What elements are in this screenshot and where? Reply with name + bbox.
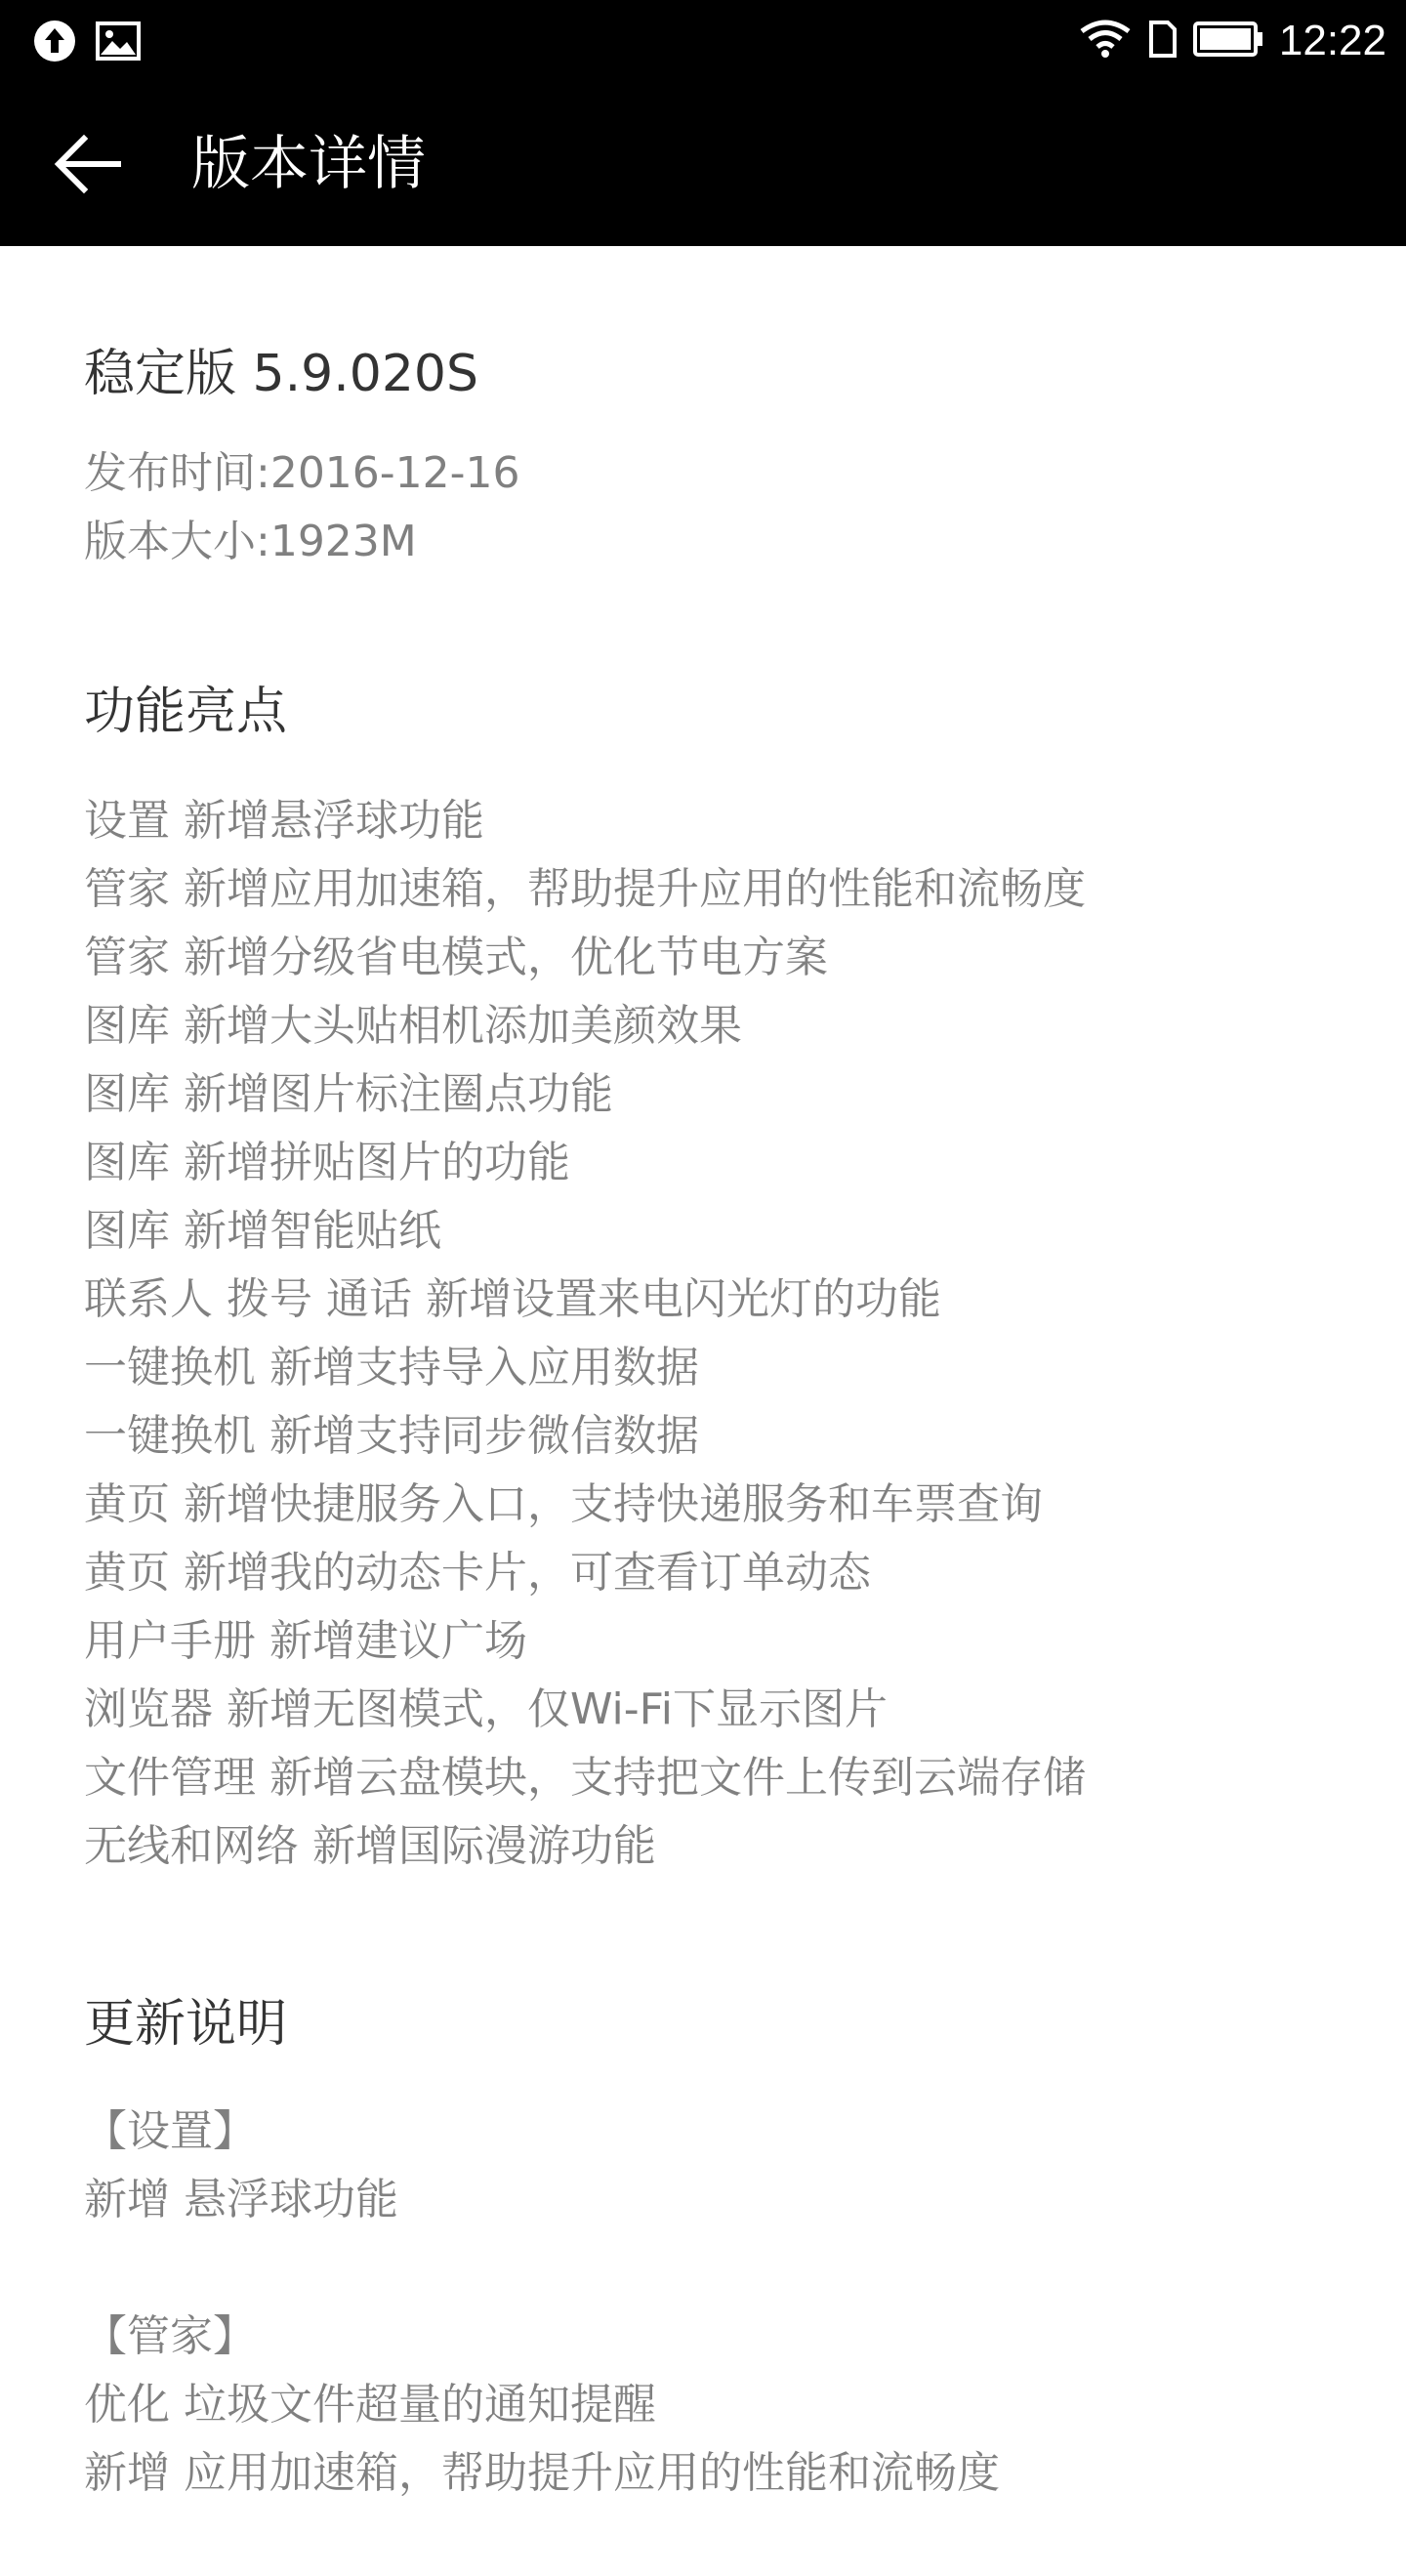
version-title: 稳定版 5.9.020S bbox=[84, 345, 479, 403]
feature-item: 图库 新增拼贴图片的功能 bbox=[84, 1138, 570, 1187]
wifi-icon bbox=[1078, 20, 1133, 62]
image-icon bbox=[96, 21, 141, 64]
upload-icon bbox=[33, 20, 76, 66]
feature-item: 黄页 新增我的动态卡片，可查看订单动态 bbox=[84, 1548, 871, 1598]
app-bar bbox=[0, 82, 1406, 246]
feature-item: 一键换机 新增支持同步微信数据 bbox=[84, 1411, 699, 1461]
feature-item: 联系人 拨号 通话 新增设置来电闪光灯的功能 bbox=[84, 1274, 941, 1324]
note-group-manager bbox=[84, 2303, 1353, 2508]
feature-item: 浏览器 新增无图模式，仅Wi-Fi下显示图片 bbox=[84, 1684, 888, 1734]
note-heading: 【设置】 bbox=[84, 2106, 256, 2156]
battery-icon bbox=[1193, 21, 1263, 61]
page-title: 版本详情 bbox=[191, 130, 426, 198]
version-detail-content[interactable] bbox=[84, 246, 1353, 2576]
notes-title: 更新说明 bbox=[84, 1995, 288, 2054]
back-button[interactable] bbox=[39, 125, 137, 203]
note-line: 新增 应用加速箱，帮助提升应用的性能和流畅度 bbox=[84, 2448, 1000, 2498]
feature-item: 管家 新增应用加速箱，帮助提升应用的性能和流畅度 bbox=[84, 864, 1086, 914]
feature-item: 用户手册 新增建议广场 bbox=[84, 1616, 527, 1666]
feature-item: 文件管理 新增云盘模块，支持把文件上传到云端存储 bbox=[84, 1753, 1086, 1803]
back-arrow-icon bbox=[51, 133, 125, 195]
status-system bbox=[1078, 14, 1386, 68]
status-bar bbox=[0, 0, 1406, 82]
note-line: 新增 悬浮球功能 bbox=[84, 2175, 398, 2224]
update-notes bbox=[84, 2098, 1353, 2508]
feature-item: 图库 新增图片标注圈点功能 bbox=[84, 1069, 613, 1119]
note-heading: 【管家】 bbox=[84, 2311, 256, 2361]
release-date: 发布时间:2016-12-16 bbox=[84, 448, 520, 498]
feature-item: 图库 新增大头贴相机添加美颜效果 bbox=[84, 1001, 742, 1051]
note-group-settings bbox=[84, 2098, 1353, 2234]
version-meta bbox=[84, 439, 1353, 576]
feature-list bbox=[84, 787, 1353, 1881]
status-time: 12:22 bbox=[1278, 17, 1386, 64]
status-notifications bbox=[33, 20, 141, 66]
feature-item: 设置 新增悬浮球功能 bbox=[84, 796, 484, 846]
feature-item: 无线和网络 新增国际漫游功能 bbox=[84, 1821, 656, 1871]
feature-item: 图库 新增智能贴纸 bbox=[84, 1206, 441, 1256]
feature-item: 管家 新增分级省电模式，优化节电方案 bbox=[84, 933, 828, 982]
version-size: 版本大小:1923M bbox=[84, 517, 417, 566]
feature-item: 黄页 新增快捷服务入口，支持快递服务和车票查询 bbox=[84, 1479, 1043, 1529]
sim-card-icon bbox=[1148, 20, 1178, 62]
feature-item: 一键换机 新增支持导入应用数据 bbox=[84, 1343, 699, 1392]
features-title: 功能亮点 bbox=[84, 683, 288, 741]
note-line: 优化 垃圾文件超量的通知提醒 bbox=[84, 2380, 656, 2430]
